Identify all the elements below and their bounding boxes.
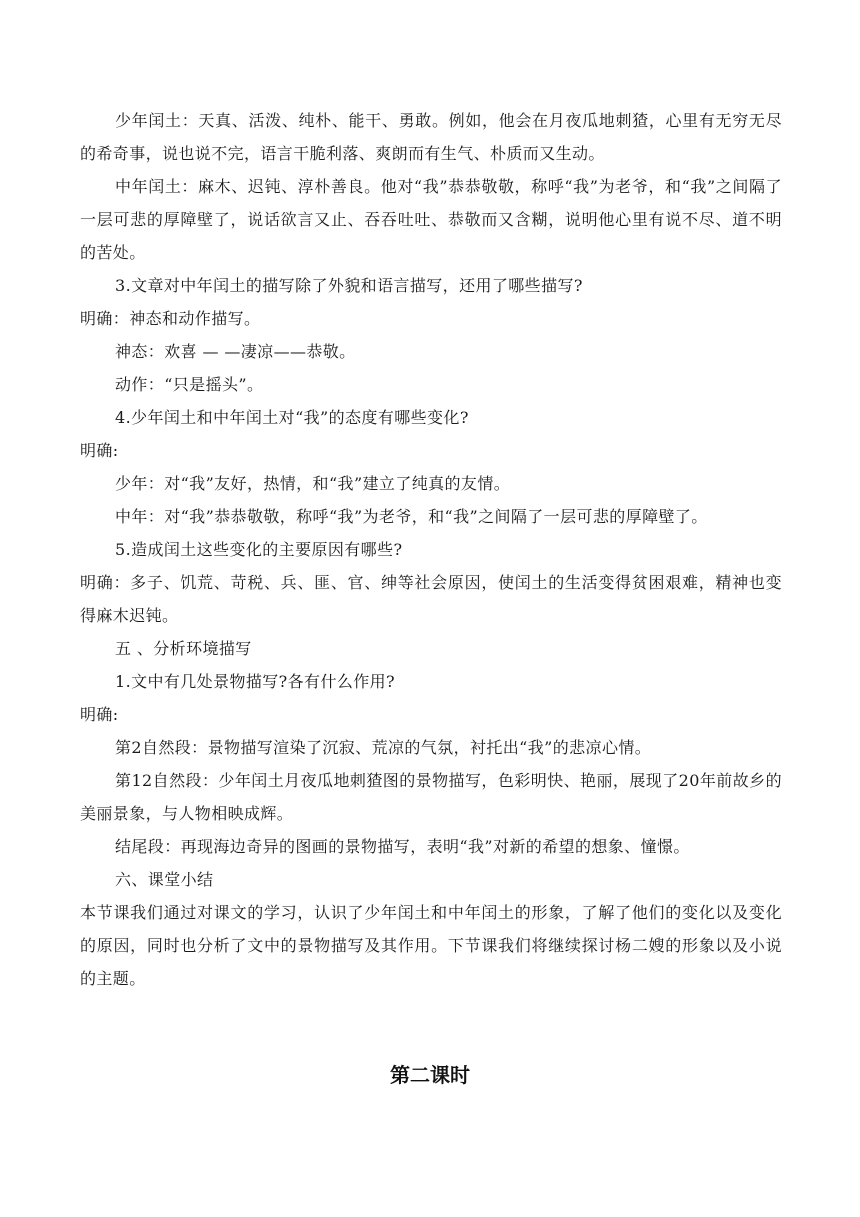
section-five-heading: 五 、分析环境描写 [115, 639, 252, 658]
answer-5: 明确：多子、饥荒、苛税、兵、匪、官、绅等社会原因，使闰土的生活变得贫困艰难，精神也变得麻木迟钝。 [80, 573, 782, 625]
answer-scenery-label: 明确: [80, 705, 119, 724]
question-4: 4.少年闰土和中年闰土对“我”的态度有哪些变化? [115, 408, 469, 427]
answer-4-young: 少年：对“我”友好，热情，和“我”建立了纯真的友情。 [115, 474, 511, 493]
answer-4-label: 明确: [80, 441, 119, 460]
body-text [80, 104, 782, 995]
question-scenery: 1.文中有几处景物描写?各有什么作用? [115, 672, 396, 691]
paragraph-middle-aged-runtu: 中年闰土：麻木、迟钝、淳朴善良。他对“我”恭恭敬敬，称呼“我”为老爷，和“我”之间隔了一层可悲的厚障壁了，说话欲言又止、吞吞吐吐、恭敬而又含糊，说明他心里有说不尽、道不明的苦处。 [80, 177, 782, 262]
answer-scenery-para-2: 第2自然段：景物描写渲染了沉寂、荒凉的气氛，衬托出“我”的悲凉心情。 [115, 738, 652, 757]
second-lesson-heading: 第二课时 [390, 1063, 470, 1087]
answer-4-middle-aged: 中年：对“我”恭恭敬敬，称呼“我”为老爷，和“我”之间隔了一层可悲的厚障壁了。 [115, 507, 708, 526]
question-5: 5.造成闰土这些变化的主要原因有哪些? [115, 540, 403, 559]
lesson-summary: 本节课我们通过对课文的学习，认识了少年闰土和中年闰土的形象，了解了他们的变化以及变化的原因，同时也分析了文中的景物描写及其作用。下节课我们将继续探讨杨二嫂的形象以及小说的主题。 [80, 903, 782, 988]
answer-scenery-ending: 结尾段：再现海边奇异的图画的景物描写，表明“我”对新的希望的想象、憧憬。 [115, 837, 690, 856]
answer-3: 明确：神态和动作描写。 [80, 309, 261, 328]
paragraph-young-runtu: 少年闰土：天真、活泼、纯朴、能干、勇敢。例如，他会在月夜瓜地刺猹，心里有无穷无尽的希奇事，说也说不完，语言干脆利落、爽朗而有生气、朴质而又生动。 [80, 111, 782, 163]
section-six-heading: 六、课堂小结 [115, 870, 214, 889]
answer-3-expression: 神态：欢喜 — —凄凉——恭敬。 [115, 342, 356, 361]
answer-scenery-para-12: 第12自然段：少年闰土月夜瓜地刺猹图的景物描写，色彩明快、艳丽，展现了20年前故乡的美丽景象，与人物相映成辉。 [80, 771, 782, 823]
answer-3-action: 动作：“只是摇头”。 [115, 375, 264, 394]
question-3: 3.文章对中年闰土的描写除了外貌和语言描写，还用了哪些描写? [115, 276, 583, 295]
